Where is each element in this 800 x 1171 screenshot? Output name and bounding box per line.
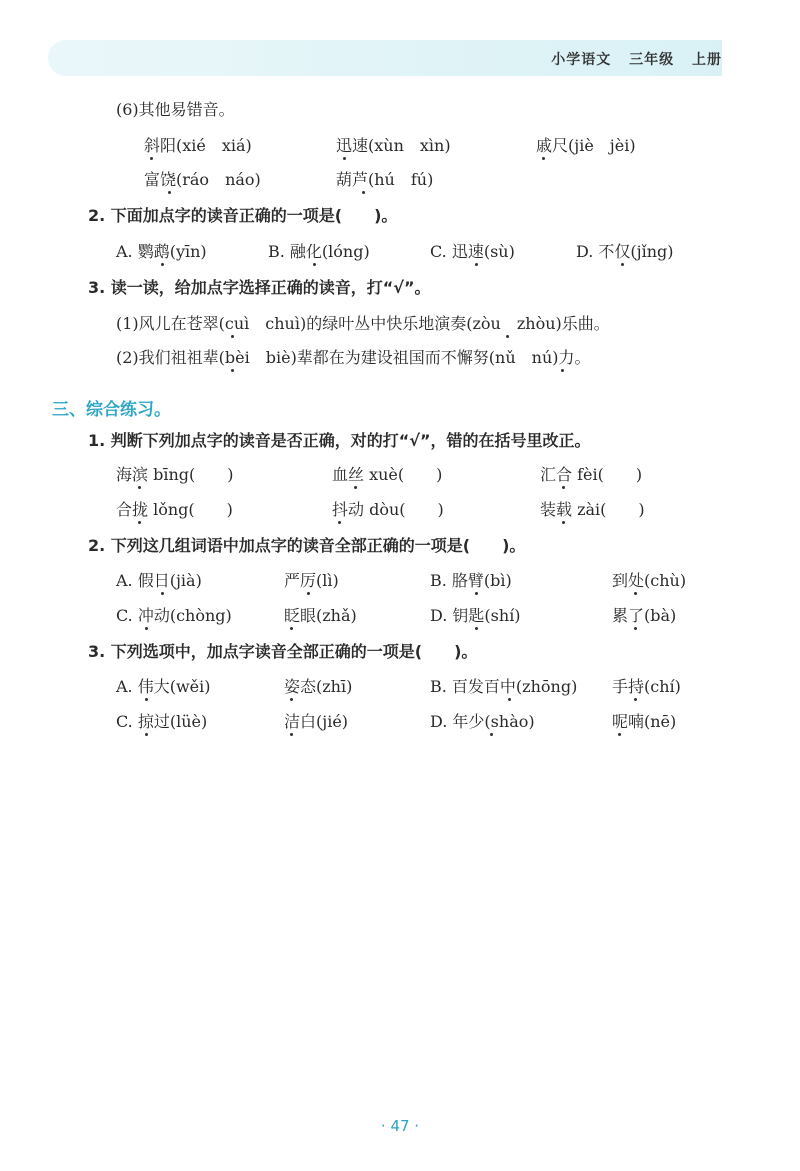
part6-item: 迅速(xùn xìn) — [336, 136, 451, 155]
judge-item: 合拢 lǒng( ) — [116, 500, 233, 519]
emphasis-dot — [362, 191, 365, 194]
header-subject: 小学语文 — [551, 52, 612, 68]
sentence: (1)风儿在苍翠(cuì chuì)的绿叶丛中快乐地演奏(zòu zhòu)乐曲。 — [116, 314, 610, 333]
emphasis-dot — [290, 733, 293, 736]
emphasis-dot — [338, 521, 341, 524]
question-stem: 2. 下面加点字的读音正确的一项是( )。 — [88, 206, 398, 225]
question-stem: 3. 下列选项中，加点字读音全部正确的一项是( )。 — [88, 642, 478, 661]
section-title: 三、综合练习。 — [52, 400, 171, 420]
emphasis-dot — [161, 592, 164, 595]
emphasis-dot — [475, 592, 478, 595]
emphasis-dot — [343, 157, 346, 160]
emphasis-dot — [561, 369, 564, 372]
option: 累了(bà) — [612, 606, 677, 625]
judge-item: 装载 zài( ) — [540, 500, 645, 519]
option: 手持(chí) — [612, 677, 681, 696]
option: D. 年少(shào) — [430, 712, 535, 731]
judge-item: 汇合 fèi( ) — [540, 465, 643, 484]
emphasis-dot — [618, 733, 621, 736]
judge-item: 抖动 dòu( ) — [332, 500, 444, 519]
emphasis-dot — [506, 335, 509, 338]
emphasis-dot — [290, 698, 293, 701]
question-stem: 1. 判断下列加点字的读音是否正确，对的打“√”，错的在括号里改正。 — [88, 431, 591, 450]
question-stem: 3. 读一读，给加点字选择正确的读音，打“√”。 — [88, 278, 431, 297]
option: A. 伟大(wěi) — [116, 677, 211, 696]
page-number: · 47 · — [380, 1117, 420, 1135]
emphasis-dot — [145, 698, 148, 701]
option: B. 百发百中(zhōng) — [430, 677, 578, 696]
book-header — [539, 49, 722, 69]
emphasis-dot — [138, 521, 141, 524]
emphasis-dot — [490, 733, 493, 736]
emphasis-dot — [475, 263, 478, 266]
option: B. 融化(lóng) — [268, 242, 370, 261]
option: C. 掠过(lüè) — [116, 712, 208, 731]
option: A. 假日(jià) — [116, 571, 202, 590]
judge-item: 海滨 bīng( ) — [116, 465, 234, 484]
emphasis-dot — [634, 627, 637, 630]
emphasis-dot — [634, 592, 637, 595]
part6-title: (6)其他易错音。 — [116, 100, 235, 119]
part6-item: 富饶(ráo náo) — [144, 170, 261, 189]
sentence: (2)我们祖祖辈(bèi biè)辈都在为建设祖国而不懈努(nǔ nú)力。 — [116, 348, 591, 367]
header-grade: 三年级 — [629, 52, 675, 68]
emphasis-dot — [231, 369, 234, 372]
emphasis-dot — [161, 263, 164, 266]
emphasis-dot — [145, 627, 148, 630]
emphasis-dot — [634, 698, 637, 701]
option: C. 迅速(sù) — [430, 242, 515, 261]
emphasis-dot — [150, 157, 153, 160]
option: 严厉(lì) — [284, 571, 339, 590]
option: C. 冲动(chòng) — [116, 606, 232, 625]
emphasis-dot — [145, 733, 148, 736]
emphasis-dot — [562, 521, 565, 524]
option: B. 胳臂(bì) — [430, 571, 512, 590]
emphasis-dot — [475, 627, 478, 630]
emphasis-dot — [621, 263, 624, 266]
emphasis-dot — [307, 592, 310, 595]
part6-item: 葫芦(hú fú) — [336, 170, 434, 189]
option: 呢喃(nē) — [612, 712, 677, 731]
header-volume: 上册 — [692, 52, 722, 68]
option: 姿态(zhī) — [284, 677, 353, 696]
emphasis-dot — [542, 157, 545, 160]
emphasis-dot — [562, 486, 565, 489]
emphasis-dot — [168, 191, 171, 194]
emphasis-dot — [354, 486, 357, 489]
emphasis-dot — [138, 486, 141, 489]
emphasis-dot — [313, 263, 316, 266]
judge-item: 血丝 xuè( ) — [332, 465, 443, 484]
option: 到处(chù) — [612, 571, 687, 590]
emphasis-dot — [290, 627, 293, 630]
option: 洁白(jié) — [284, 712, 349, 731]
part6-item: 斜阳(xié xiá) — [144, 136, 252, 155]
option: D. 不仅(jǐng) — [576, 242, 674, 261]
emphasis-dot — [508, 698, 511, 701]
emphasis-dot — [231, 335, 234, 338]
option: 眨眼(zhǎ) — [284, 606, 357, 625]
option: A. 鹦鹉(yīn) — [116, 242, 207, 261]
part6-item: 戚尺(jiè jèi) — [536, 136, 636, 155]
option: D. 钥匙(shí) — [430, 606, 521, 625]
question-stem: 2. 下列这几组词语中加点字的读音全部正确的一项是( )。 — [88, 536, 526, 555]
